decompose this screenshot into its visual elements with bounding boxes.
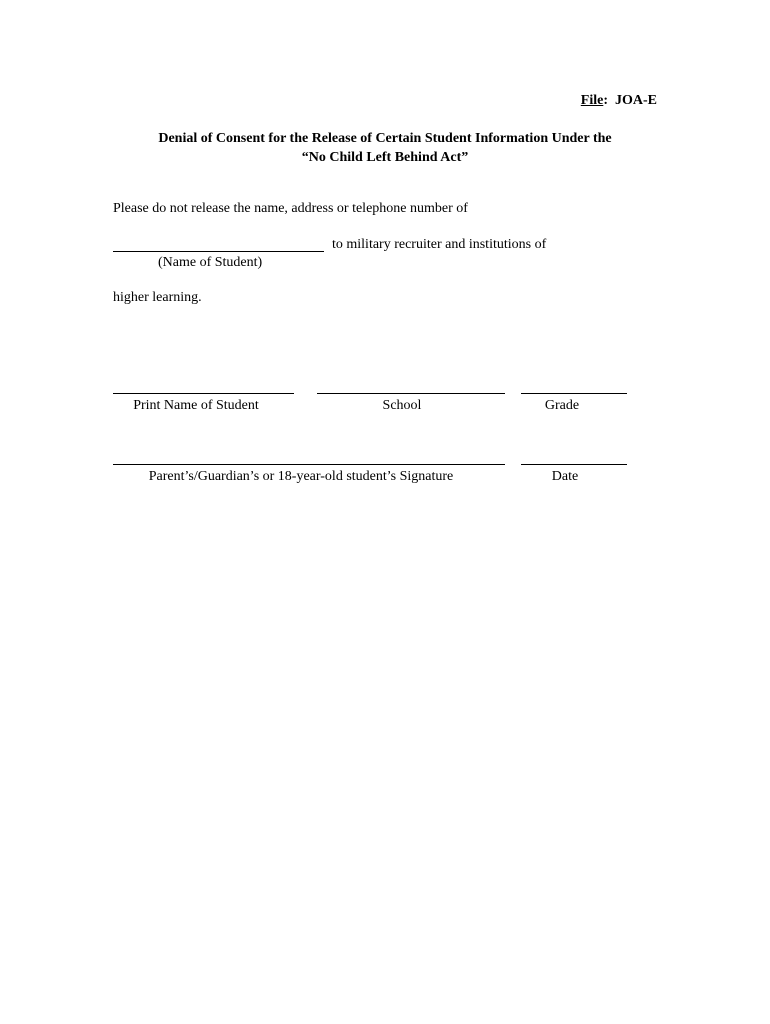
student-name-caption: (Name of Student) [158,255,263,270]
release-sentence-middle: to military recruiter and institutions of [332,237,547,252]
grade-line[interactable] [521,393,627,394]
grade-caption: Grade [544,398,580,413]
date-caption: Date [551,469,579,484]
signature-line[interactable] [113,464,505,465]
title-line-1: Denial of Consent for the Release of Certain Student Information Under the [158,131,612,146]
file-code-label [581,93,657,109]
release-sentence-start: Please do not release the name, address or telephone number of [113,201,468,216]
school-line[interactable] [317,393,505,394]
file-word: File [580,93,604,108]
print-name-caption: Print Name of Student [133,398,259,413]
document-title [0,129,770,167]
file-code-value: JOA-E [615,93,657,108]
release-sentence-end: higher learning. [113,290,202,305]
student-name-blank[interactable] [113,251,324,252]
file-colon: : [603,93,608,108]
title-line-2: “No Child Left Behind Act” [301,150,469,165]
print-name-line[interactable] [113,393,294,394]
date-line[interactable] [521,464,627,465]
signature-caption: Parent’s/Guardian’s or 18-year-old student’s Signature [148,469,454,484]
school-caption: School [382,398,422,413]
